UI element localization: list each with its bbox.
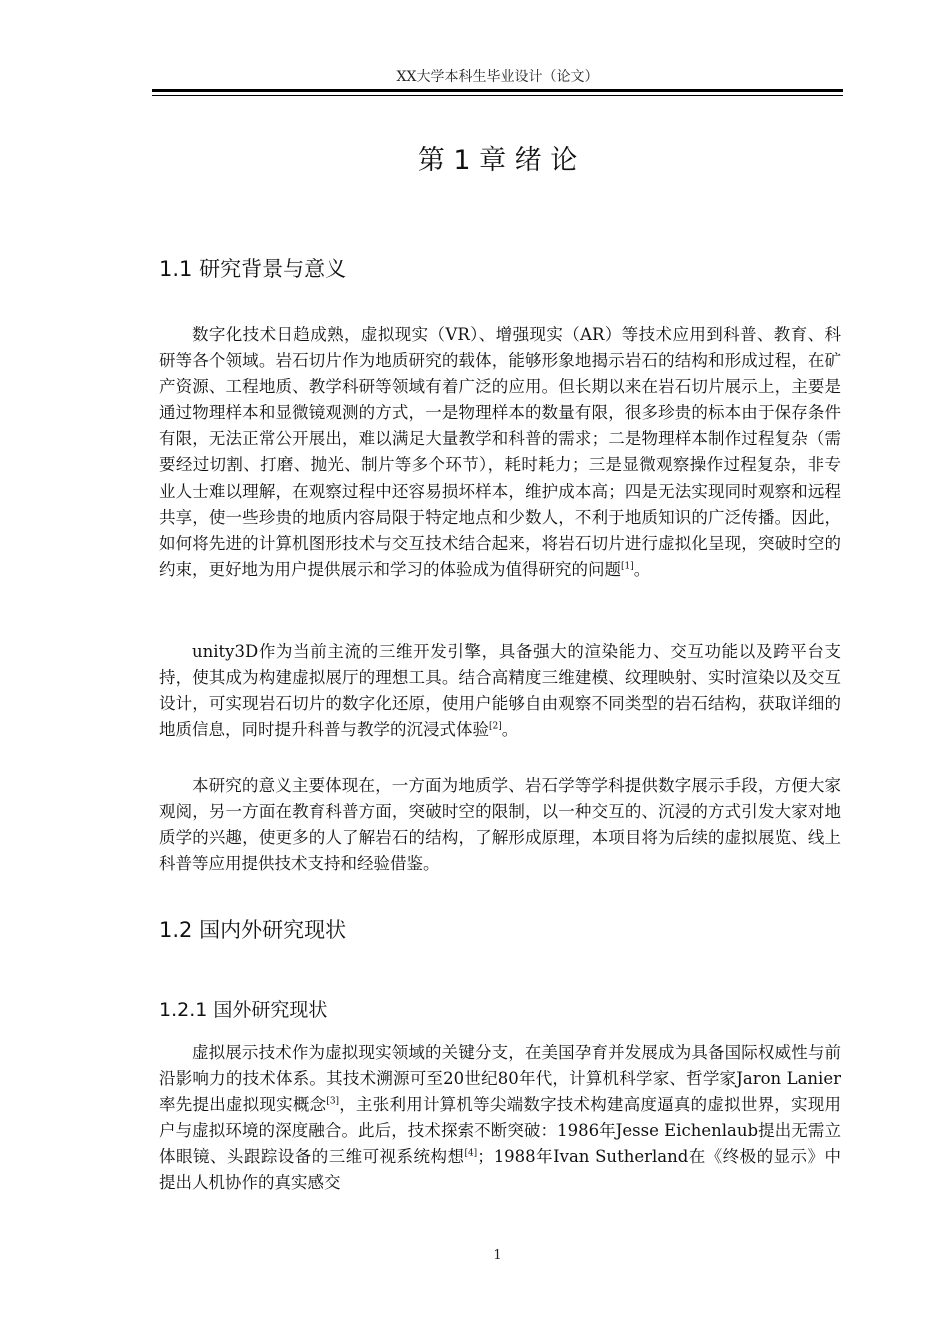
paragraph-unity	[159, 639, 841, 743]
section-heading-1-1: 1.1 研究背景与意义	[159, 257, 347, 281]
section-heading-1-2: 1.2 国内外研究现状	[159, 918, 347, 942]
header-rule-thick	[152, 89, 843, 92]
paragraph-text: 数字化技术日趋成熟，虚拟现实（VR）、增强现实（AR）等技术应用到科普、教育、科研等各个领域。岩石切片作为地质研究的载体，能够形象地揭示岩石的结构和形成过程，在矿产资源、工程地质、教学科研等领域有着广泛的应用。但长期以来在岩石切片展示上，主要是通过物理样本和显微镜观测的方式，一是物理样本的数量有限，很多珍贵的标本由于保存条件有限，无法正常公开展出，难以满足大量教学和科普的需求；二是物理样本制作过程复杂（需要经过切割、打磨、抛光、制片等多个环节），耗时耗力；三是显微观察操作过程复杂，非专业人士难以理解，在观察过程中还容易损坏样本，维护成本高；四是无法实现同时观察和远程共享，使一些珍贵的地质内容局限于特定地点和少数人，不利于地质知识的广泛传播。因此，如何将先进的计算机图形技术与交互技术结合起来，将岩石切片进行虚拟化呈现，突破时空的约束，更好地为用户提供展示和学习的体验成为值得研究的问题	[159, 325, 841, 579]
page-header: XX大学本科生毕业设计（论文）	[396, 69, 599, 85]
paragraph-text: ；1988年Ivan Sutherland在《终极的显示》中提出人机协作的真实感交	[159, 1147, 841, 1193]
citation: [4]	[464, 1148, 478, 1159]
header-rule-thin	[152, 95, 843, 96]
paragraph-significance	[159, 773, 841, 877]
paragraph-end: 。	[501, 720, 519, 740]
paragraph-background	[159, 322, 841, 583]
paragraph-foreign-research	[159, 1040, 841, 1197]
citation: [3]	[326, 1096, 340, 1107]
paragraph-text: unity3D作为当前主流的三维开发引擎，具备强大的渲染能力、交互功能以及跨平台支持，使其成为构建虚拟展厅的理想工具。结合高精度三维建模、纹理映射、实时渲染以及交互设计，可实现岩石切片的数字化还原，使用户能够自由观察不同类型的岩石结构，获取详细的地质信息，同时提升科普与教学的沉浸式体验	[159, 642, 841, 740]
paragraph-text: ，主张利用计算机等尖端数字技术构建高度逼真的虚拟世界，实现用户与虚拟环境的深度融合。此后，技术探索不断突破：1986年Jesse Eichenlaub提出无需立体眼镜、头跟踪设备的三维可视系统构想	[159, 1095, 842, 1167]
page-number: 1	[493, 1248, 502, 1263]
citation: [1]	[621, 561, 634, 572]
chapter-title: 第 1 章 绪 论	[417, 145, 578, 176]
section-heading-1-2-1: 1.2.1 国外研究现状	[159, 999, 328, 1021]
paragraph-text: 虚拟展示技术作为虚拟现实领域的关键分支，在美国孕育并发展成为具备国际权威性与前沿影响力的技术体系。其技术溯源可至20世纪80年代，计算机科学家、哲学家Jaron Lanier率先提出虚拟现实概念	[159, 1043, 841, 1115]
paragraph-end: 。	[633, 559, 651, 579]
citation: [2]	[489, 721, 502, 732]
paragraph-text: 本研究的意义主要体现在，一方面为地质学、岩石学等学科提供数字展示手段，方便大家观阅，另一方面在教育科普方面，突破时空的限制，以一种交互的、沉浸的方式引发大家对地质学的兴趣，使更多的人了解岩石的结构，了解形成原理，本项目将为后续的虚拟展览、线上科普等应用提供技术支持和经验借鉴。	[159, 776, 841, 874]
